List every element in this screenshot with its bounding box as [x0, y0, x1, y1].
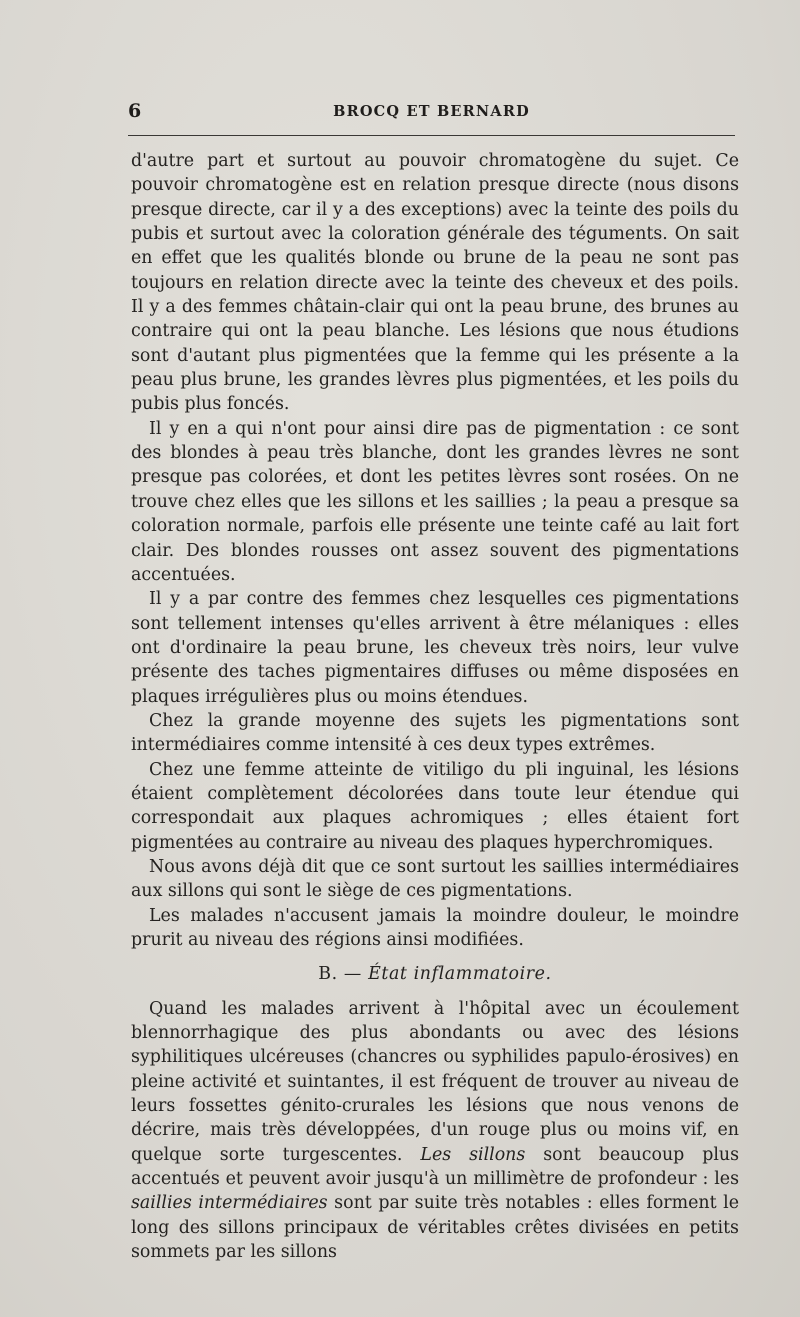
section-letter: B. — — [318, 964, 362, 985]
paragraph-continued: d'autre part et surtout au pouvoir chromatogène du sujet. Ce pouvoir chromatogène est en relation presque directe (nous disons presque directe, car il y a des exceptions) avec la teinte des poils du pubis et surtout avec la coloration générale des téguments. On sait en effet que les qualités blonde ou brune de la peau ne sont pas toujours en relation directe avec la teinte des cheveux et des poils. Il y a des femmes châtain-clair qui ont la peau brune, des brunes au contraire qui ont la peau blanche. Les lésions que nous étudions sont d'autant plus pigmentées que la femme qui les présente a la peau plus brune, les grandes lèvres plus pigmentées, et les poils du pubis plus foncés. — [131, 151, 739, 415]
paragraph: Il y en a qui n'ont pour ainsi dire pas de pigmentation : ce sont des blondes à peau très blanche, dont les grandes lèvres ne sont presque pas colorées, et dont les petites lèvres sont rosées. On ne trouve chez elles que les sillons et les saillies ; la peau a presque sa coloration normale, parfois elle présente une teinte café au lait fort clair. Des blondes rousses ont assez souvent des pigmentations accentuées. — [131, 418, 739, 585]
body-text — [131, 149, 739, 1264]
paragraph-final — [131, 997, 739, 1265]
section-title: État inflammatoire. — [368, 964, 552, 985]
page-header — [128, 100, 735, 124]
paragraph: Les malades n'accusent jamais la moindre douleur, le moindre prurit au niveau des régions ainsi modifiées. — [131, 905, 739, 950]
italic-term: Les sillons — [420, 1144, 526, 1165]
paragraph: Il y a par contre des femmes chez lesquelles ces pigmentations sont tellement intenses qu'elles arrivent à être mélaniques : elles ont d'ordinaire la peau brune, les cheveux très noirs, leur vulve présente des taches pigmentaires diffuses ou même disposées en plaques irrégulières plus ou moins étendues. — [131, 589, 739, 707]
running-head: BROCQ ET BERNARD — [333, 103, 530, 120]
paragraph: Nous avons déjà dit que ce sont surtout les saillies intermédiaires aux sillons qui sont le siège de ces pigmentations. — [131, 856, 739, 902]
page-number: 6 — [128, 100, 142, 122]
italic-term: saillies intermédiaires — [131, 1193, 328, 1214]
paragraph: Chez une femme atteinte de vitiligo du pli inguinal, les lésions étaient complètement décolorées dans toute leur étendue qui correspondait aux plaques achromiques ; elles étaient fort pigmentées au contraire au niveau des plaques hyperchromiques. — [131, 759, 739, 853]
paragraph: Chez la grande moyenne des sujets les pigmentations sont intermédiaires comme intensité à ces deux types extrêmes. — [131, 710, 739, 756]
text-run: sont beaucoup plus accentués et peuvent avoir jusqu'à un millimètre de profondeur : les — [131, 1144, 740, 1190]
header-rule — [128, 135, 735, 136]
text-run: sont par suite très notables : elles forment le long des sillons principaux de véritables crêtes divisées en petits sommets par les sillons — [131, 1193, 739, 1263]
section-heading — [131, 962, 739, 986]
text-run: Quand les malades arrivent à l'hôpital avec un écoulement blennorrhagique des plus abondants ou avec des lésions syphilitiques ulcéreuses (chancres ou syphilides papulo-érosives) en pleine activité et suintantes, il est fréquent de trouver au niveau de leurs fossettes génito-crurales les lésions que nous venons de décrire, mais très développées, d'un rouge plus ou moins vif, en quelque sorte turgescentes. — [131, 998, 739, 1165]
